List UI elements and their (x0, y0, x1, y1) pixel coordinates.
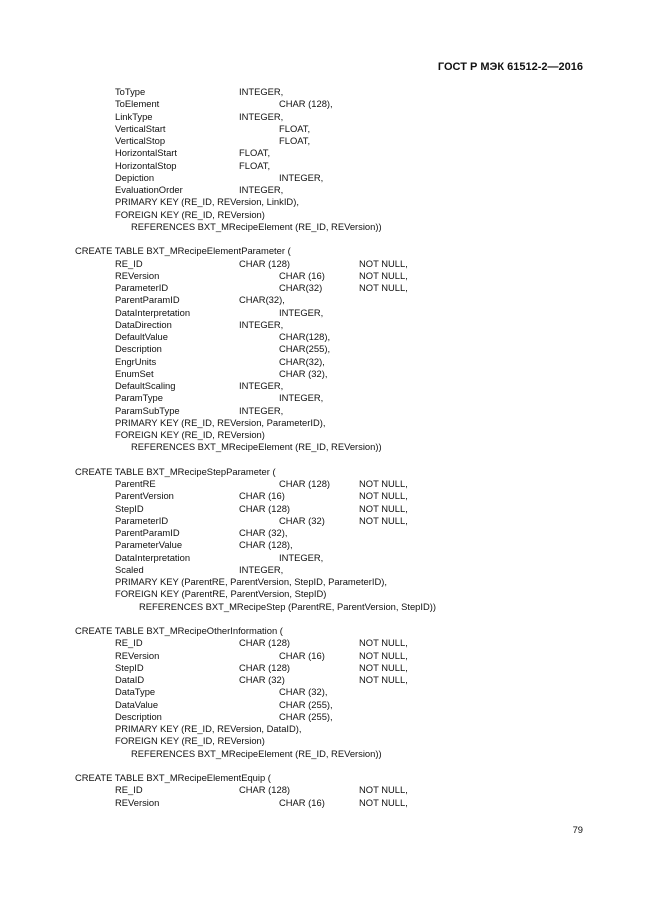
column-constraint: NOT NULL, (359, 784, 408, 796)
column-type: CHAR (32) (239, 674, 285, 685)
column-constraint: NOT NULL, (359, 478, 408, 489)
column-name: EvaluationOrder (115, 184, 183, 195)
column-name: StepID (115, 502, 144, 514)
column-type: CHAR (128), (239, 539, 293, 551)
column-type: INTEGER, (239, 318, 284, 330)
column-name: ParameterID (115, 282, 169, 293)
column-name: ParamType (115, 392, 163, 404)
column-name: VerticalStop (115, 135, 166, 146)
column-constraint: NOT NULL, (359, 637, 408, 649)
column-name: REVersion (115, 269, 160, 281)
column-constraint: NOT NULL, (359, 514, 408, 526)
column-constraint: NOT NULL, (359, 649, 408, 661)
column-type: CHAR (128) (279, 478, 331, 489)
column-name: DataValue (115, 698, 159, 710)
column-name: LinkType (115, 110, 153, 122)
column-type: CHAR (255), (279, 710, 333, 722)
column-name: REVersion (115, 649, 160, 661)
column-type: CHAR (128) (239, 637, 291, 649)
column-type: FLOAT, (239, 147, 271, 159)
column-type: FLOAT, (239, 159, 271, 171)
column-type: FLOAT, (279, 135, 311, 146)
column-type: CHAR(32), (239, 294, 285, 306)
column-name: ParentVersion (115, 490, 174, 502)
column-type: CHAR (16) (279, 796, 325, 808)
column-name: DataInterpretation (115, 306, 191, 318)
column-constraint: NOT NULL, (359, 796, 408, 808)
column-type: INTEGER, (279, 306, 324, 318)
column-type: CHAR (16) (279, 649, 325, 661)
column-name: Description (115, 710, 162, 722)
column-name: Depiction (115, 171, 155, 183)
column-name: HorizontalStop (115, 159, 177, 171)
column-type: CHAR (32) (279, 514, 325, 526)
column-type: CHAR (16) (279, 269, 325, 281)
column-type: CHAR (128) (239, 257, 291, 269)
column-name: RE_ID (115, 257, 143, 269)
column-type: INTEGER, (279, 551, 324, 563)
column-type: CHAR(128), (279, 331, 331, 342)
column-name: REVersion (115, 796, 160, 808)
document-header: ГОСТ Р МЭК 61512-2—2016 (437, 61, 583, 73)
column-type: INTEGER, (239, 86, 284, 97)
column-constraint: NOT NULL, (359, 502, 408, 514)
column-type: INTEGER, (239, 563, 284, 575)
column-name: ToType (115, 86, 146, 97)
column-constraint: NOT NULL, (359, 490, 408, 502)
column-type: INTEGER, (239, 184, 284, 195)
column-type: CHAR(32) (279, 282, 323, 293)
column-name: ToElement (115, 98, 160, 110)
column-name: DefaultScaling (115, 380, 176, 391)
column-constraint: NOT NULL, (359, 674, 408, 685)
column-name: HorizontalStart (115, 147, 178, 159)
column-name: ParameterID (115, 514, 169, 526)
column-name: ParamSubType (115, 404, 180, 416)
column-type: INTEGER, (279, 392, 324, 404)
column-type: CHAR (255), (279, 698, 333, 710)
column-name: RE_ID (115, 784, 143, 796)
column-type: CHAR (128) (239, 784, 291, 796)
column-type: CHAR (32), (279, 367, 328, 379)
column-name: DataID (115, 674, 145, 685)
column-name: Description (115, 343, 162, 355)
column-name: DataType (115, 686, 156, 698)
column-name: EnumSet (115, 367, 154, 379)
column-type: CHAR(32), (279, 355, 325, 367)
column-constraint: NOT NULL, (359, 257, 408, 269)
column-name: ParameterValue (115, 539, 183, 551)
page-number: 79 (572, 824, 583, 835)
column-name: RE_ID (115, 637, 143, 649)
column-type: INTEGER, (239, 404, 284, 416)
column-type: CHAR (32), (239, 527, 288, 538)
column-name: DataDirection (115, 318, 172, 330)
column-name: ParentParamID (115, 527, 180, 538)
column-type: CHAR (16) (239, 490, 285, 502)
column-name: Scaled (115, 563, 144, 575)
column-name: DefaultValue (115, 331, 168, 342)
column-constraint: NOT NULL, (359, 282, 408, 293)
column-type: CHAR (128) (239, 661, 291, 673)
column-type: INTEGER, (239, 110, 284, 122)
column-type: INTEGER, (239, 380, 284, 391)
column-name: ParentRE (115, 478, 156, 489)
column-constraint: NOT NULL, (359, 269, 408, 281)
column-name: VerticalStart (115, 122, 166, 134)
column-type: CHAR (128), (279, 98, 333, 110)
column-type: FLOAT, (279, 122, 311, 134)
column-name: StepID (115, 661, 144, 673)
column-type: CHAR(255), (279, 343, 331, 355)
column-type: CHAR (32), (279, 686, 328, 698)
column-type: INTEGER, (279, 171, 324, 183)
column-type: CHAR (128) (239, 502, 291, 514)
column-name: DataInterpretation (115, 551, 191, 563)
column-name: EngrUnits (115, 355, 157, 367)
column-name: ParentParamID (115, 294, 180, 306)
column-constraint: NOT NULL, (359, 661, 408, 673)
